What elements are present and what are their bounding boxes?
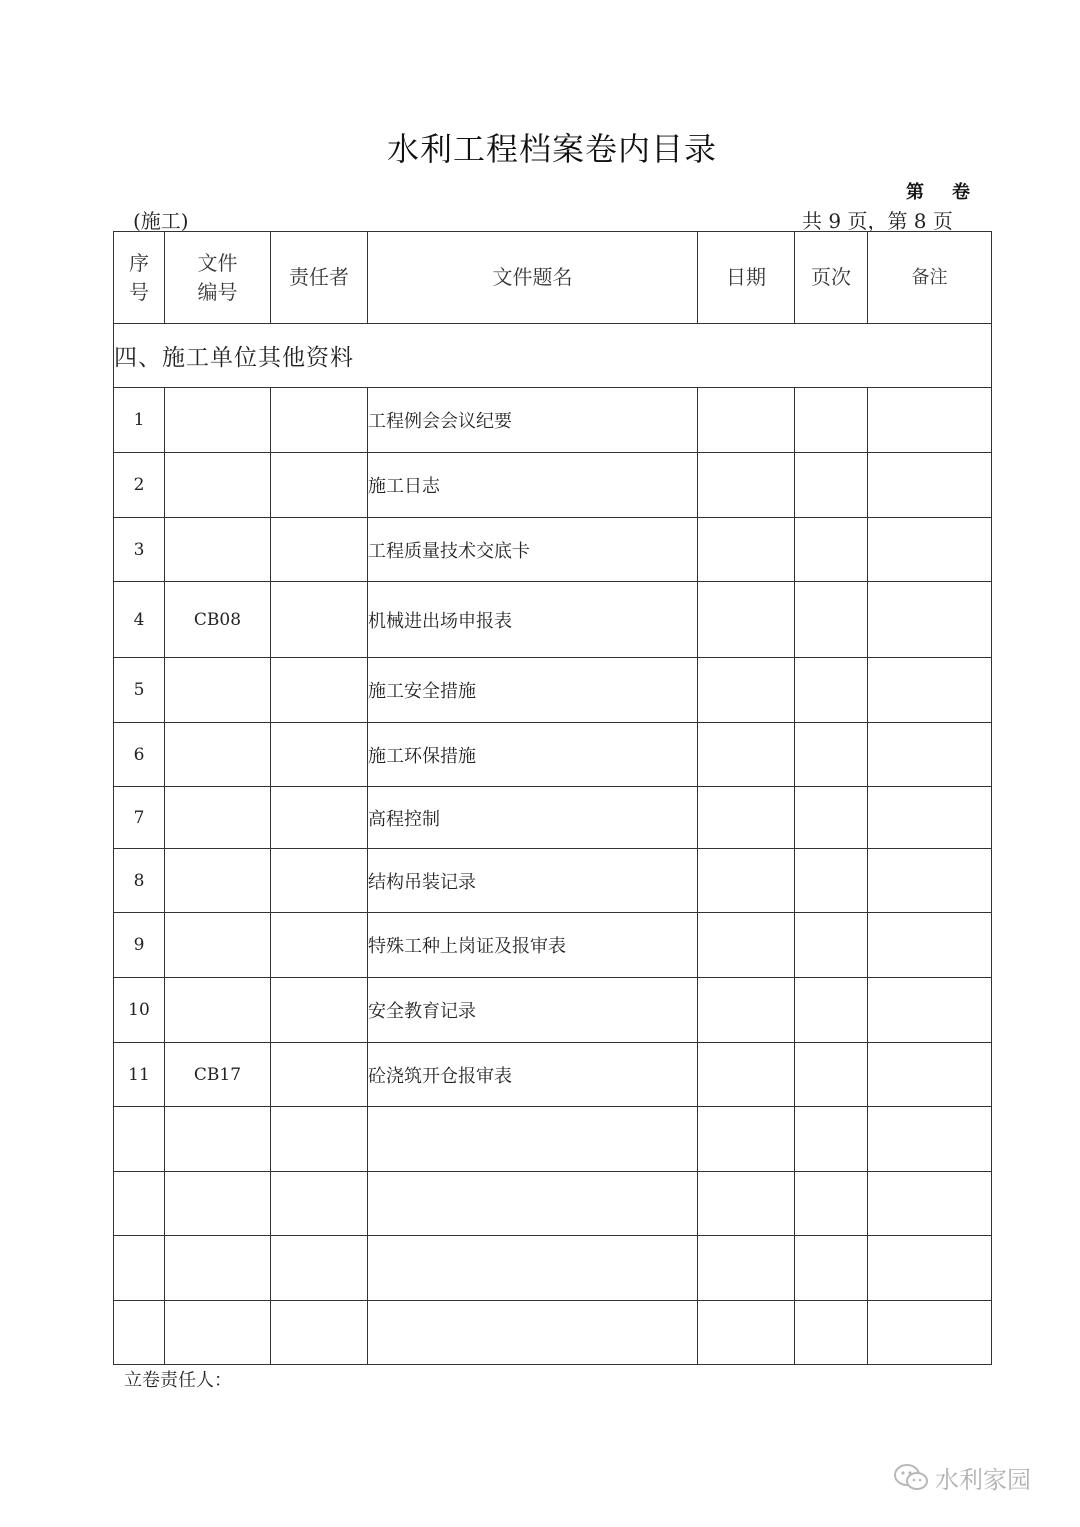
category-label: (施工)	[133, 209, 189, 233]
watermark-text: 水利家园	[935, 1466, 1031, 1494]
cell-date	[698, 978, 795, 1043]
cell-seq: 9	[114, 913, 165, 978]
cell-seq: 1	[114, 388, 165, 453]
cell-title: 机械进出场申报表	[368, 582, 698, 658]
cell-remarks	[868, 1172, 992, 1236]
cell-file-no: CB08	[165, 582, 271, 658]
header-pages: 页次	[795, 232, 868, 324]
cell-responsible	[271, 1107, 368, 1172]
cell-remarks	[868, 1236, 992, 1301]
cell-responsible	[271, 518, 368, 582]
cell-seq: 7	[114, 787, 165, 849]
cell-seq: 5	[114, 658, 165, 723]
document-title: 水利工程档案卷内目录	[386, 130, 717, 168]
cell-file-no	[165, 453, 271, 518]
cell-pages	[795, 1301, 868, 1365]
cell-remarks	[868, 1043, 992, 1107]
header-file-no: 文件 编号	[165, 232, 271, 324]
cell-pages	[795, 787, 868, 849]
cell-title	[368, 1107, 698, 1172]
catalog-table	[113, 231, 992, 1365]
table-row	[114, 388, 992, 453]
wechat-icon	[893, 1463, 929, 1493]
cell-file-no	[165, 787, 271, 849]
cell-pages	[795, 658, 868, 723]
cell-responsible	[271, 658, 368, 723]
cell-remarks	[868, 913, 992, 978]
cell-remarks	[868, 453, 992, 518]
section-row	[114, 324, 992, 388]
cell-remarks	[868, 1301, 992, 1365]
cell-title	[368, 1172, 698, 1236]
cell-pages	[795, 1043, 868, 1107]
cell-seq	[114, 1236, 165, 1301]
cell-date	[698, 787, 795, 849]
table-row	[114, 1107, 992, 1172]
cell-seq: 3	[114, 518, 165, 582]
cell-seq: 4	[114, 582, 165, 658]
cell-title: 工程例会会议纪要	[368, 388, 698, 453]
cell-title: 砼浇筑开仓报审表	[368, 1043, 698, 1107]
cell-remarks	[868, 388, 992, 453]
cell-pages	[795, 723, 868, 787]
cell-file-no	[165, 388, 271, 453]
cell-responsible	[271, 978, 368, 1043]
cell-remarks	[868, 723, 992, 787]
section-title: 四、施工单位其他资料	[114, 324, 992, 388]
cell-date	[698, 1107, 795, 1172]
cell-pages	[795, 453, 868, 518]
table-row	[114, 1043, 992, 1107]
cell-file-no	[165, 723, 271, 787]
cell-date	[698, 1172, 795, 1236]
cell-pages	[795, 518, 868, 582]
cell-seq: 2	[114, 453, 165, 518]
cell-remarks	[868, 787, 992, 849]
cell-responsible	[271, 787, 368, 849]
cell-responsible	[271, 1301, 368, 1365]
cell-pages	[795, 388, 868, 453]
cell-title: 施工日志	[368, 453, 698, 518]
cell-file-no	[165, 978, 271, 1043]
cell-file-no	[165, 913, 271, 978]
cell-date	[698, 913, 795, 978]
table-row	[114, 849, 992, 913]
volume-label	[906, 178, 970, 204]
cell-file-no: CB17	[165, 1043, 271, 1107]
cell-remarks	[868, 518, 992, 582]
cell-title: 高程控制	[368, 787, 698, 849]
table-row	[114, 582, 992, 658]
volume-suffix: 卷	[952, 182, 970, 203]
cell-responsible	[271, 723, 368, 787]
cell-date	[698, 1043, 795, 1107]
cell-date	[698, 582, 795, 658]
cell-responsible	[271, 1236, 368, 1301]
cell-seq: 8	[114, 849, 165, 913]
watermark	[893, 1460, 1031, 1495]
header-file-title: 文件题名	[368, 232, 698, 324]
footer-responsible-label: 立卷责任人：	[124, 1370, 232, 1391]
cell-responsible	[271, 1172, 368, 1236]
table-row	[114, 1236, 992, 1301]
cell-seq: 10	[114, 978, 165, 1043]
cell-seq	[114, 1301, 165, 1365]
cell-file-no	[165, 518, 271, 582]
table-row	[114, 787, 992, 849]
cell-title	[368, 1236, 698, 1301]
table-row	[114, 978, 992, 1043]
cell-responsible	[271, 388, 368, 453]
cell-date	[698, 658, 795, 723]
cell-file-no	[165, 1107, 271, 1172]
header-date: 日期	[698, 232, 795, 324]
cell-title: 工程质量技术交底卡	[368, 518, 698, 582]
cell-remarks	[868, 849, 992, 913]
table-row	[114, 518, 992, 582]
cell-responsible	[271, 913, 368, 978]
cell-date	[698, 849, 795, 913]
cell-responsible	[271, 582, 368, 658]
cell-responsible	[271, 453, 368, 518]
cell-pages	[795, 582, 868, 658]
page-info: 共 9 页，第 8 页	[802, 209, 953, 233]
cell-seq: 11	[114, 1043, 165, 1107]
cell-title: 安全教育记录	[368, 978, 698, 1043]
table-row	[114, 453, 992, 518]
table-row	[114, 1301, 992, 1365]
cell-responsible	[271, 849, 368, 913]
cell-title: 特殊工种上岗证及报审表	[368, 913, 698, 978]
cell-file-no	[165, 849, 271, 913]
cell-date	[698, 1236, 795, 1301]
volume-prefix: 第	[906, 182, 924, 203]
cell-pages	[795, 1236, 868, 1301]
cell-remarks	[868, 658, 992, 723]
table-row	[114, 913, 992, 978]
cell-remarks	[868, 1107, 992, 1172]
cell-file-no	[165, 1172, 271, 1236]
header-seq: 序 号	[114, 232, 165, 324]
cell-file-no	[165, 1236, 271, 1301]
cell-title: 结构吊装记录	[368, 849, 698, 913]
cell-responsible	[271, 1043, 368, 1107]
header-remarks: 备注	[868, 232, 992, 324]
cell-pages	[795, 849, 868, 913]
cell-pages	[795, 978, 868, 1043]
cell-pages	[795, 1172, 868, 1236]
cell-date	[698, 1301, 795, 1365]
table-row	[114, 658, 992, 723]
cell-title: 施工安全措施	[368, 658, 698, 723]
cell-pages	[795, 1107, 868, 1172]
cell-remarks	[868, 978, 992, 1043]
header-responsible: 责任者	[271, 232, 368, 324]
cell-date	[698, 518, 795, 582]
table-row	[114, 1172, 992, 1236]
cell-file-no	[165, 1301, 271, 1365]
cell-seq	[114, 1172, 165, 1236]
cell-remarks	[868, 582, 992, 658]
cell-seq	[114, 1107, 165, 1172]
cell-date	[698, 723, 795, 787]
header-row	[114, 232, 992, 324]
cell-date	[698, 388, 795, 453]
cell-pages	[795, 913, 868, 978]
cell-title: 施工环保措施	[368, 723, 698, 787]
cell-file-no	[165, 658, 271, 723]
table-row	[114, 723, 992, 787]
cell-seq: 6	[114, 723, 165, 787]
cell-title	[368, 1301, 698, 1365]
cell-date	[698, 453, 795, 518]
